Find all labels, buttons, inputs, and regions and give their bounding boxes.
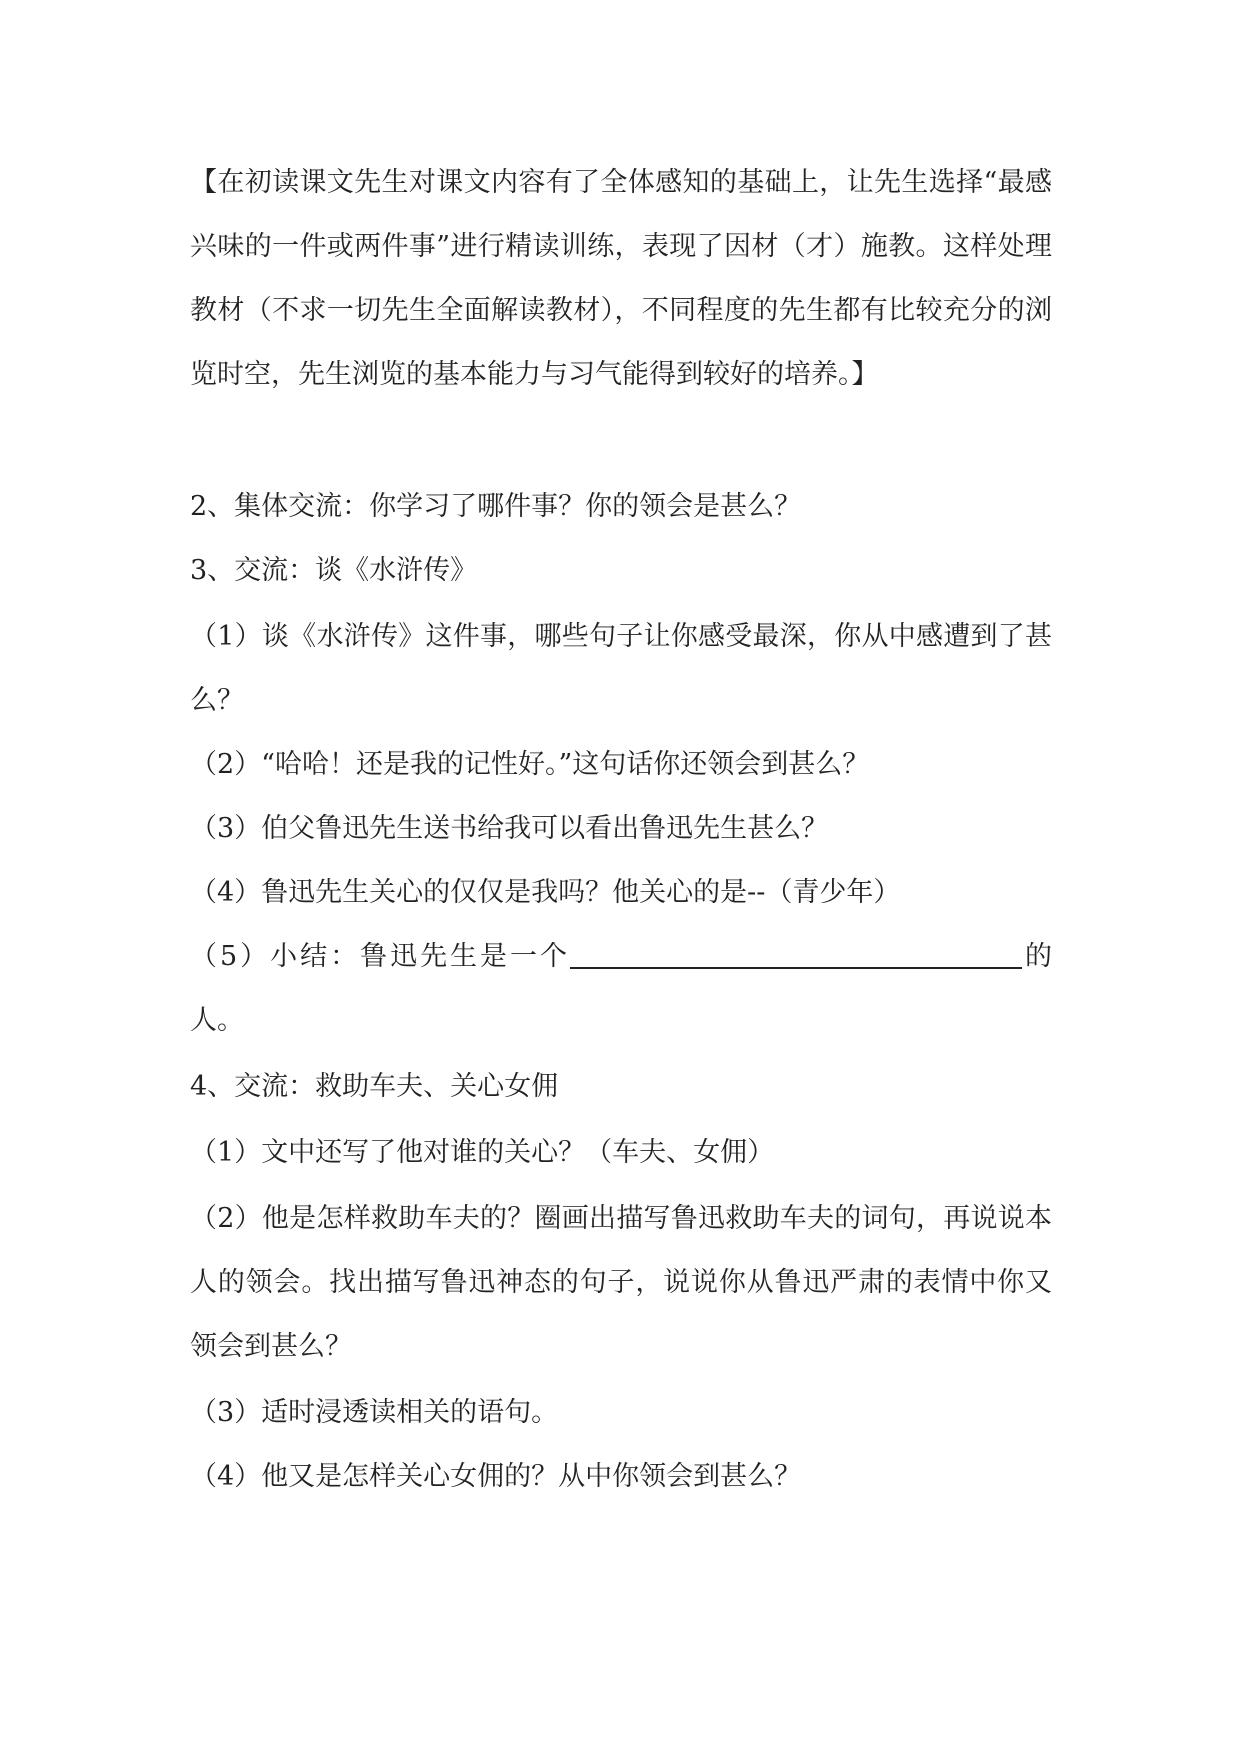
summary-suffix: 的人。	[190, 941, 1053, 1036]
question-3-1: （1）谈《水浒传》这件事，哪些句子让你感受最深，你从中感遭到了甚么？	[190, 621, 1052, 716]
step-3-discuss-water-margin: 3、交流：谈《水浒传》	[190, 555, 478, 586]
step-4-rescue-driver-care-maid: 4、交流：救助车夫、关心女佣	[190, 1071, 559, 1102]
question-3-5-summary	[190, 925, 1052, 1053]
question-4-1: （1）文中还写了他对谁的关心？（车夫、女佣）	[190, 1137, 775, 1168]
question-4-4: （4）他又是怎样关心女佣的？从中你领会到甚么？	[190, 1461, 802, 1492]
teaching-note-paragraph: 【在初读课文先生对课文内容有了全体感知的基础上，让先生选择“最感兴味的一件或两件事”进行精读训练，表现了因材（才）施教。这样处理教材（不求一切先生全面解读教材），不同程度的先生都有比较充分的浏览时空，先生浏览的基本能力与习气能得到较好的培养。】	[190, 167, 1052, 390]
step-2-group-discussion: 2、集体交流：你学习了哪件事？你的领会是甚么？	[190, 491, 802, 522]
fill-in-blank-line	[570, 937, 1022, 969]
question-4-3: （3）适时浸透读相关的语句。	[190, 1397, 559, 1428]
question-4-2: （2）他是怎样救助车夫的？圈画出描写鲁迅救助车夫的词句，再说说本人的领会。找出描写鲁迅神态的句子，说说你从鲁迅严肃的表情中你又领会到甚么？	[190, 1203, 1052, 1362]
question-3-3: （3）伯父鲁迅先生送书给我可以看出鲁迅先生甚么？	[190, 813, 829, 844]
question-3-2: （2）“哈哈！还是我的记性好。”这句话你还领会到甚么？	[190, 749, 870, 780]
summary-prefix: （5）小结：鲁迅先生是一个	[190, 941, 571, 972]
question-3-4: （4）鲁迅先生关心的仅仅是我吗？他关心的是--（青少年）	[190, 877, 901, 908]
